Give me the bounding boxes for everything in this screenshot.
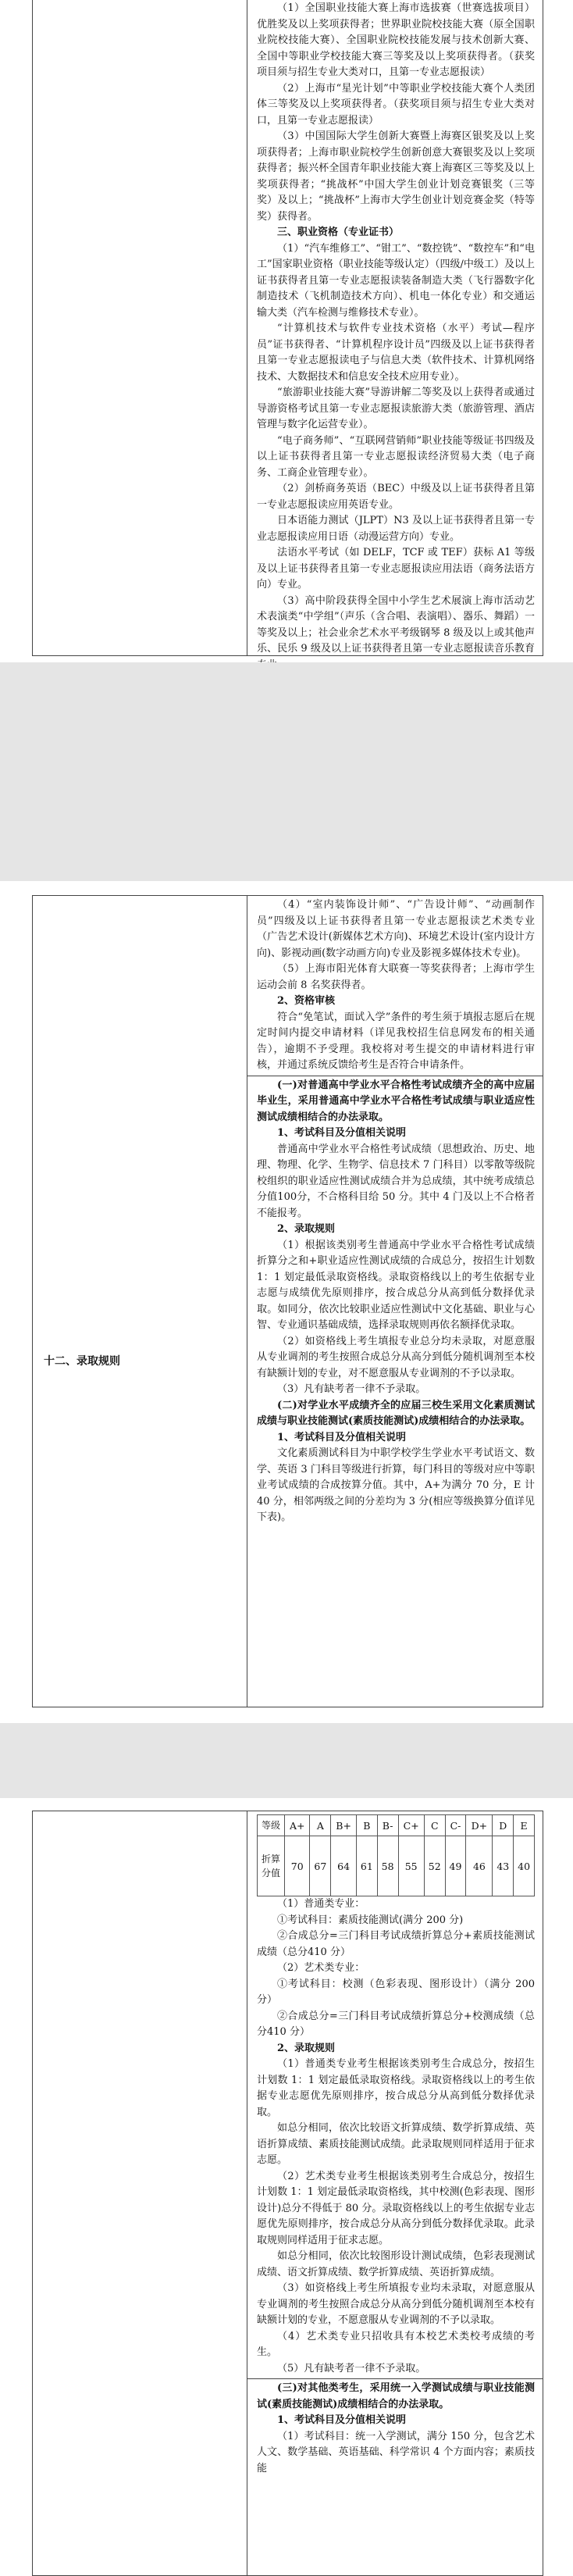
section-heading: 1、考试科目及分值相关说明 bbox=[277, 1127, 407, 1139]
table-continuation bbox=[32, 0, 543, 656]
paragraph: （1）考试科目：统一入学测试，满分 150 分，包含艺术人文、数学基础、英语基础、科学常识 4 个方面内容；素质技能 bbox=[257, 2430, 535, 2474]
score-cell: 67 bbox=[310, 1836, 331, 1896]
paragraph: （1）全国职业技能大赛上海市选拔赛（世赛选拔项目）优胜奖及以上奖项获得者；世界职业院校技能大赛（原全国职业院校技能大赛）、全国职业院校技能发展与技术创新大赛、全国中等职业学校技能大赛三等奖及以上奖项获得者。（获奖项目须与招生专业大类对口，且第一专业志愿报读） bbox=[257, 2, 535, 78]
section-heading: 2、录取规则 bbox=[277, 2042, 336, 2054]
grade-cell: A+ bbox=[285, 1815, 310, 1836]
score-cell: 58 bbox=[377, 1836, 398, 1896]
paragraph: ①考试科目：校测（色彩表现、图形设计）（满分 200 分） bbox=[257, 1978, 535, 2006]
grade-cell: B bbox=[356, 1815, 377, 1836]
grade-header-cell: 等级 bbox=[258, 1815, 285, 1836]
rule-heading: (三)对其他类考生，采用统一入学测试成绩与职业技能测试(素质技能测试)成绩相结合的办法录取。 bbox=[257, 2382, 535, 2410]
grade-cell: C bbox=[424, 1815, 445, 1836]
paragraph: ②合成总分=三门科目考试成绩折算总分+素质技能测试成绩（总分410 分） bbox=[257, 1930, 535, 1958]
paragraph: 法语水平考试（如 DELF，TCF 或 TEF）获标 A1 等级及以上证书获得者且第一专业志愿报读应用法语（商务法语方向）专业。 bbox=[257, 547, 535, 590]
grade-cell: E bbox=[514, 1815, 535, 1836]
section-heading: 1、考试科目及分值相关说明 bbox=[277, 1431, 407, 1443]
paragraph: （1）“汽车维修工”、“钳工”、“数控铣”、“数控车”和“电工”国家职业资格（职业技能等级认定）（四级/中级工）及以上证书获得者且第一专业志愿报读装备制造大类（飞行器数字化制造技术（飞机制造技术方向）、机电一体化专业）和交通运输大类（汽车检测与维修技术专业）。 bbox=[257, 242, 535, 319]
score-cell: 55 bbox=[398, 1836, 424, 1896]
paragraph: 如总分相同，依次比较图形设计测试成绩，色彩表现测试成绩、语文折算成绩、数学折算成绩、英语折算成绩。 bbox=[257, 2250, 535, 2278]
table bbox=[32, 895, 543, 1707]
paragraph: （3）凡有缺考者一律不予录取。 bbox=[277, 1383, 426, 1395]
paragraph: （2）艺术类专业考生根据该类别考生合成总分，按招生计划数 1：1 划定最低录取资格线，其中校测(色彩表现、图形设计)总分不得低于 80 分。录取资格线以上的考生依据专业志愿优先原则排序，按合成总分从高分到低分数择优录取。此录取规则同样适用于征求志愿。 bbox=[257, 2170, 535, 2246]
score-cell: 46 bbox=[466, 1836, 493, 1896]
paragraph: （1）普通类专业考生根据该类别考生合成总分，按招生计划数 1：1 划定最低录取资格线。录取资格线以上的考生依据专业志愿优先原则排序，按合成总分从高到低分数择优录取。 bbox=[257, 2058, 535, 2118]
score-row bbox=[258, 1836, 535, 1896]
grade-cell: B- bbox=[377, 1815, 398, 1836]
paragraph: （3）中国国际大学生创新大赛暨上海赛区银奖及以上奖项获得者；上海市职业院校学生创新创意大赛银奖及以上奖项获得者；振兴杯全国青年职业技能大赛上海赛区三等奖及以上奖项获得者；“挑战杯”中国大学生创业计划竞赛银奖（三等奖）及以上；“挑战杯”上海市大学生创业计划竞赛金奖（特等奖）获得者。 bbox=[257, 130, 535, 223]
table bbox=[32, 1811, 543, 2576]
paragraph: （3）高中阶段获得全国中小学生艺术展演上海市活动艺术表演类“中学组”（声乐（含合唱、表演唱）、器乐、舞蹈）一等奖及以上；社会业余艺术水平考级钢琴 8 级及以上或其他声乐、民乐 9 级及以上证书获得者且第一专业志愿报读音乐教育 bbox=[257, 594, 535, 655]
paragraph: （5）上海市阳光体育大联赛一等奖获得者；上海市学生运动会前 8 名奖获得者。 bbox=[257, 963, 535, 991]
page-2 bbox=[0, 881, 573, 1723]
paragraph: ②合成总分=三门科目考试成绩折算总分+校测成绩（总分410 分） bbox=[257, 2010, 535, 2038]
score-cell: 52 bbox=[424, 1836, 445, 1896]
table-left-column bbox=[33, 1811, 247, 2575]
score-cell: 70 bbox=[285, 1836, 310, 1896]
page-3 bbox=[0, 1798, 573, 2564]
paragraph: ①考试科目：素质技能测试(满分 200 分) bbox=[277, 1914, 464, 1926]
score-cell: 61 bbox=[356, 1836, 377, 1896]
page-gap bbox=[0, 1723, 573, 1798]
grade-cell: C+ bbox=[398, 1815, 424, 1836]
table-left-column bbox=[33, 896, 247, 1707]
paragraph: （4）艺术类专业只招收具有本校艺术类校考成绩的考生。 bbox=[257, 2330, 535, 2358]
score-cell: 40 bbox=[514, 1836, 535, 1896]
grade-row bbox=[258, 1815, 535, 1836]
row-divider bbox=[247, 2378, 543, 2379]
grade-cell: D bbox=[493, 1815, 514, 1836]
section-heading: 2、录取规则 bbox=[277, 1223, 336, 1235]
paragraph: “电子商务师”、“互联网营销师”职业技能等级证书四级及以上证书获得者且第一专业志愿报读经济贸易大类（电子商务、工商企业管理专业）。 bbox=[257, 434, 535, 479]
paragraph: 文化素质测试科目为中职学校学生学业水平考试语文、数学、英语 3 门科目等级进行折算，每门科目的等级对应中等职业考试成绩的合成按算分值。其中，A+为满分 70 分，E 计 40 分，相邻两级之间的分差均为 3 分(相应等级换算分值详见下表)。 bbox=[257, 1447, 535, 1523]
page-gap bbox=[0, 662, 573, 881]
score-cell: 64 bbox=[331, 1836, 357, 1896]
grade-conversion-table bbox=[257, 1814, 535, 1896]
paragraph: （2）如资格线上考生填报专业总分均未录取，对愿意服从专业调剂的考生按照合成总分从高分到低分随机调剂至本校有缺额计划的专业，对不愿意服从专业调剂的不予以录取。 bbox=[257, 1335, 535, 1379]
score-cell: 49 bbox=[445, 1836, 466, 1896]
paragraph: （2）剑桥商务英语（BEC）中级及以上证书获得者且第一专业志愿报读应用英语专业。 bbox=[257, 483, 535, 511]
paragraph: （2）上海市“星光计划”中等职业学校技能大赛个人类团体三等奖及以上奖项获得者。（获奖项目须与招生专业大类对口，且第一专业志愿报读） bbox=[257, 82, 535, 127]
paragraph: （3）如资格线上考生所填报专业均未录取，对愿意服从专业调剂的考生按照合成总分从高分到低分随机调剂至本校有缺额计划的专业，不愿意服从专业调剂的不予以录取。 bbox=[257, 2282, 535, 2326]
paragraph: 日本语能力测试（JLPT）N3 及以上证书获得者且第一专业志愿报读应用日语（动漫运营方向）专业。 bbox=[257, 515, 535, 543]
paragraph: （4）“室内装饰设计师”、“广告设计师”、“动画制作员”四级及以上证书获得者且第一专业志愿报读艺术类专业（广告艺术设计(新媒体艺术方向)、环境艺术设计(室内设计方向)、影视动画(数字动画方向)专业及影视多媒体技术专业)。 bbox=[257, 899, 535, 959]
paragraph: （1）普通类专业： bbox=[277, 1898, 365, 1910]
rule-heading: (二)对学业水平成绩齐全的应届三校生采用文化素质测试成绩与职业技能测试(素质技能测试)成绩相结合的办法录取。 bbox=[257, 1399, 535, 1427]
paragraph: 如总分相同，依次比较语文折算成绩、数学折算成绩、英语折算成绩、素质技能测试成绩。此录取规则同样适用于征求志愿。 bbox=[257, 2122, 535, 2166]
section-heading: 2、资格审核 bbox=[277, 995, 336, 1007]
section-label: 十二、录取规则 bbox=[44, 1355, 120, 1368]
paragraph: “计算机技术与软件专业技术资格（水平）考试—程序员”证书获得者、“计算机程序设计员”四级及以上证书获得者且第一专业志愿报读电子与信息大类（软件技术、计算机网络技术、大数据技术和信息安全技术应用专业）。 bbox=[257, 323, 535, 383]
table-right-column bbox=[247, 1811, 543, 2575]
rule-heading: (一)对普通高中学业水平合格性考试成绩齐全的高中应届毕业生，采用普通高中学业水平合格性考试成绩与职业适应性测试成绩相结合的办法录取。 bbox=[257, 1079, 535, 1123]
paragraph: “旅游职业技能大赛”导游讲解二等奖及以上获得者或通过导游资格考试且第一专业志愿报读旅游大类（旅游管理、酒店管理与数字化运营专业）。 bbox=[257, 387, 535, 430]
section-heading: 1、考试科目及分值相关说明 bbox=[277, 2414, 407, 2426]
table-right-column bbox=[247, 0, 543, 655]
paragraph: （5）凡有缺考者一律不予录取。 bbox=[277, 2362, 426, 2374]
grade-cell: C- bbox=[445, 1815, 466, 1836]
page-1 bbox=[0, 0, 573, 662]
grade-cell: A bbox=[310, 1815, 331, 1836]
score-header-cell: 折算分值 bbox=[258, 1836, 285, 1896]
grade-cell: B+ bbox=[331, 1815, 357, 1836]
score-cell: 43 bbox=[493, 1836, 514, 1896]
grade-cell: D+ bbox=[466, 1815, 493, 1836]
table-left-column bbox=[33, 0, 247, 655]
paragraph: （2）艺术类专业： bbox=[277, 1962, 365, 1974]
paragraph: 符合“免笔试，面试入学”条件的考生须于填报志愿后在规定时间内提交申请材料（详见我校招生信息网发布的相关通告），逾期不予受理。我校将对考生提交的申请材料进行审核，并通过系统反馈给考生是否符合申请条件。 bbox=[257, 1011, 535, 1071]
table-right-column bbox=[247, 896, 543, 1707]
section-heading: 三、职业资格（专业证书） bbox=[277, 227, 400, 238]
paragraph: 普通高中学业水平合格性考试成绩（思想政治、历史、地理、物理、化学、生物学、信息技术 7 门科目）以零散等级院校组织的职业适应性测试成绩合并为总成绩，其中统考成绩总分值100分，不合格科目给 50 分。其中 4 门及以上不合格者不能报考。 bbox=[257, 1143, 535, 1219]
paragraph: （1）根据该类别考生普通高中学业水平合格性考试成绩折算分之和+职业适应性测试成绩的合成总分，按招生计划数 1：1 划定最低录取资格线。录取资格线以上的考生依据专业志愿与成绩优先原则排序，按合成总分从高到低分数择优录取。如同分，依次比较职业适应性测试中文化基础、职业与心智、专业通识基础成绩，选择录取规则再依名额择优录取。 bbox=[257, 1239, 535, 1331]
